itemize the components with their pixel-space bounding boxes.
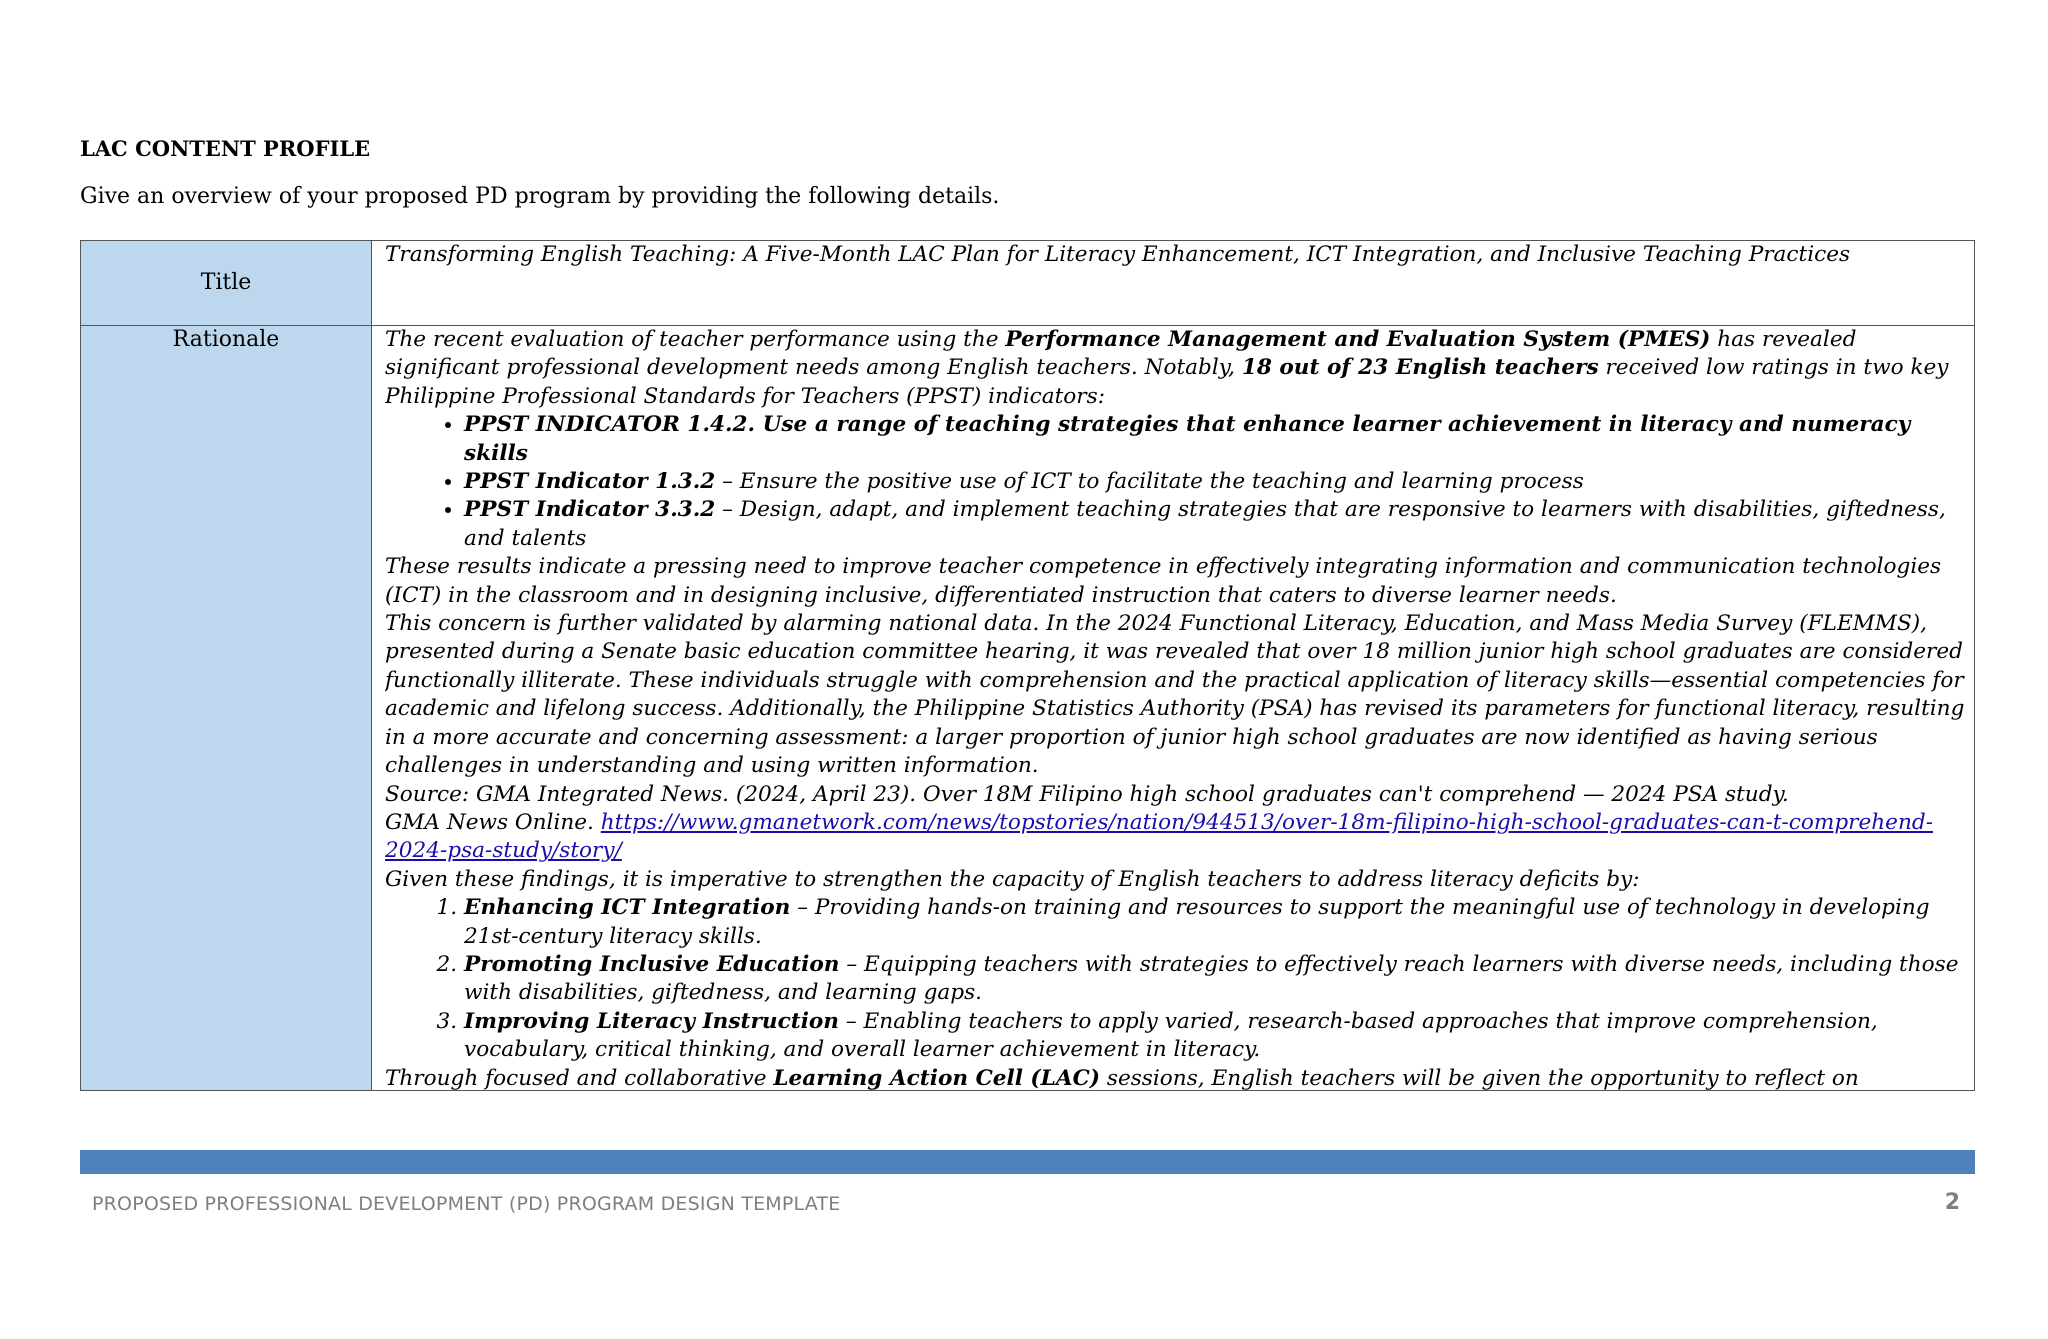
indicator-description: – Design, adapt, and implement teaching strategies that are responsive to learners with disabilities, giftedness, and talents: [464, 497, 1946, 551]
goal-name: Enhancing ICT Integration: [464, 895, 791, 921]
text-run: has revealed significant professional development needs among English teachers. Notably,: [385, 327, 1857, 381]
source-citation: Source: GMA Integrated News. (2024, April 23). Over 18M Filipino high school graduates can't comprehend — 2024 PSA study.: [385, 781, 1789, 807]
rationale-paragraph-5: [385, 1065, 1966, 1090]
indicator-name: PPST Indicator 1.3.2: [464, 469, 716, 495]
goal-name: Improving Literacy Instruction: [464, 1008, 840, 1034]
footer-bar: [80, 1150, 1975, 1174]
goal-description: – Providing hands-on training and resources to support the meaningful use of technology in developing 21st-century literacy skills.: [464, 895, 1930, 949]
rationale-paragraph-1: [385, 326, 1966, 411]
rationale-body: [385, 326, 1966, 1090]
bold-text-pmes: Performance Management and Evaluation System (PMES): [1005, 327, 1711, 352]
footer-title: PROPOSED PROFESSIONAL DEVELOPMENT (PD) PROGRAM DESIGN TEMPLATE: [92, 1193, 841, 1215]
bold-text-lac: Learning Action Cell (LAC): [773, 1065, 1100, 1090]
rationale-paragraph-3: This concern is further validated by alarming national data. In the 2024 Functional Literacy, Education, and Mass Media Survey (FLEMMS), presented during a Senate basic education committee hearing, it was revealed that over 18 million junior high school graduates are considered functionally illiterate. These individuals struggle with comprehension and the practical application of literacy skills—essential competencies for academic and lifelong success. Additionally, the Philippine Statistics Authority (PSA) has revised its parameters for functional literacy, resulting in a more accurate and concerning assessment: a larger proportion of junior high school graduates are now identified as having serious challenges in understanding and using written information.: [385, 611, 1965, 779]
title-value-cell: [372, 241, 1975, 326]
rationale-paragraph-4: Given these findings, it is imperative to strengthen the capacity of English teachers to address literacy deficits by:: [385, 866, 1640, 892]
table-row-title: [81, 241, 1975, 326]
goal-description: – Enabling teachers to apply varied, research-based approaches that improve comprehension, vocabulary, critical thinking, and overall learner achievement in literacy.: [464, 1008, 1878, 1063]
strengthening-goals-list: [385, 894, 1966, 1064]
goal-name: Promoting Inclusive Education: [464, 951, 840, 977]
source-link-line: [385, 809, 1966, 866]
text-run: sessions, English teachers will be given the opportunity to reflect on: [1100, 1065, 1859, 1090]
rationale-label: Rationale: [172, 327, 280, 352]
list-item: [464, 411, 1966, 468]
title-value: Transforming English Teaching: A Five-Month LAC Plan for Literacy Enhancement, ICT Integration, and Inclusive Teaching Practices: [385, 242, 1851, 267]
title-label: Title: [200, 270, 252, 295]
list-item: [464, 496, 1966, 553]
text-run: received low ratings in two key Philippine Professional Standards for Teachers (PPST) indicators:: [385, 355, 1949, 409]
bold-text-teacher-count: 18 out of 23 English teachers: [1241, 355, 1599, 381]
indicator-name: PPST INDICATOR 1.4.2. Use a range of teaching strategies that enhance learner achievement in literacy and numeracy skills: [464, 412, 1911, 466]
list-item: [464, 951, 1966, 1008]
text-run: The recent evaluation of teacher performance using the: [385, 327, 1006, 352]
intro-text: Give an overview of your proposed PD program by providing the following details.: [80, 184, 1000, 209]
list-item: [464, 468, 1966, 496]
list-item: [464, 1008, 1966, 1065]
title-label-cell: [81, 241, 372, 326]
rationale-label-cell: [81, 326, 372, 1091]
lac-content-profile-table: [80, 240, 1975, 1091]
rationale-value-cell: [372, 326, 1975, 1091]
indicator-name: PPST Indicator 3.3.2: [464, 497, 716, 523]
ppst-indicator-list: [385, 411, 1966, 553]
indicator-description: – Ensure the positive use of ICT to facilitate the teaching and learning process: [715, 469, 1584, 495]
section-heading: LAC CONTENT PROFILE: [80, 136, 371, 161]
list-item: [464, 894, 1966, 951]
goal-description: – Equipping teachers with strategies to effectively reach learners with diverse needs, including those with disabilities, giftedness, and learning gaps.: [464, 951, 1959, 1006]
source-url-link[interactable]: https://www.gmanetwork.com/news/topstories/nation/944513/over-18m-filipino-high-school-graduates-can-t-comprehend-2024-psa-study/story/: [385, 809, 1933, 864]
table-row-rationale: [81, 326, 1975, 1091]
text-run: Through focused and collaborative: [385, 1065, 774, 1090]
rationale-paragraph-2: These results indicate a pressing need to improve teacher competence in effectively integrating information and communication technologies (ICT) in the classroom and in designing inclusive, differentiated instruction that caters to diverse learner needs.: [385, 554, 1942, 608]
source-publisher: GMA News Online.: [385, 809, 601, 835]
page-number: 2: [1944, 1190, 1960, 1215]
